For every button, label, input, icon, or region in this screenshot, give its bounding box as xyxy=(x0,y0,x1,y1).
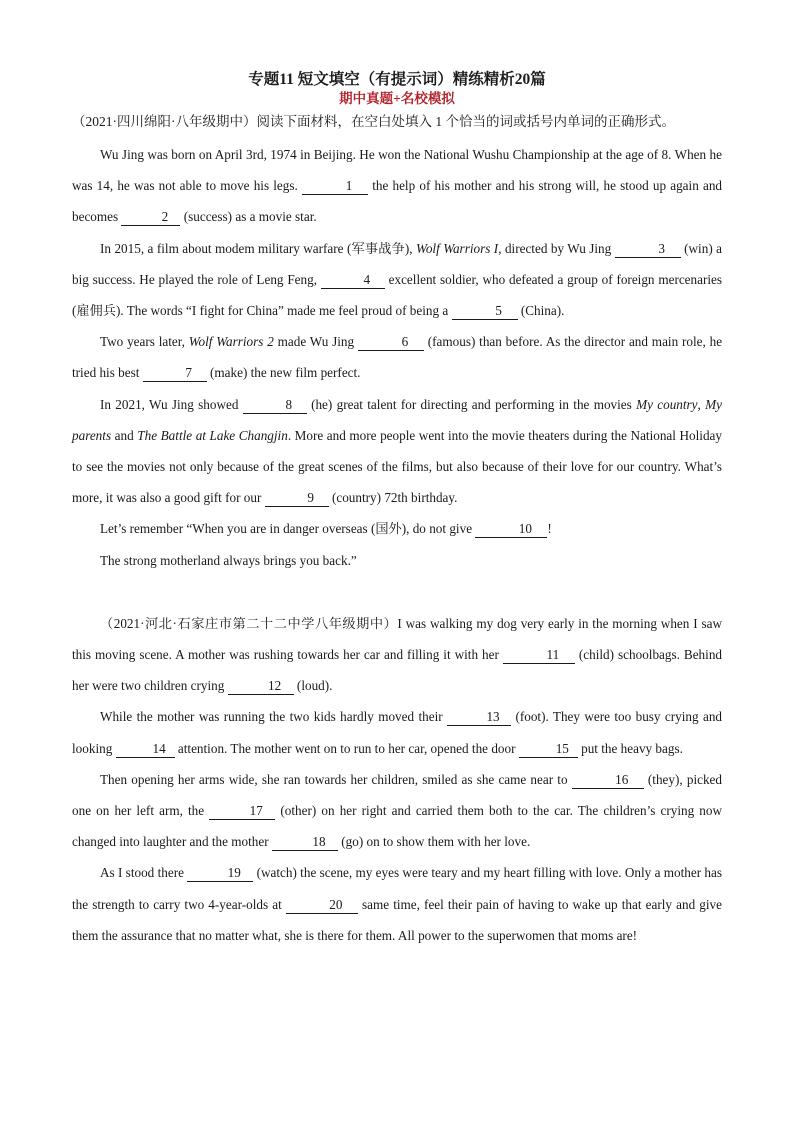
blank-9[interactable]: 9 xyxy=(265,490,329,507)
film-title: Wolf Warriors I xyxy=(416,240,499,256)
blank-11[interactable]: 11 xyxy=(503,647,575,664)
blank-16[interactable]: 16 xyxy=(572,772,644,789)
passage1-paragraph-6: The strong motherland always brings you back.” xyxy=(100,552,357,568)
blank-18[interactable]: 18 xyxy=(272,834,338,851)
blank-1[interactable]: 1 xyxy=(302,178,368,195)
blank-13[interactable]: 13 xyxy=(447,709,511,726)
blank-20[interactable]: 20 xyxy=(286,897,358,914)
blank-12[interactable]: 12 xyxy=(228,678,294,695)
blank-15[interactable]: 15 xyxy=(519,741,578,758)
passage2-paragraph-1: （2021·河北·石家庄市第二十二中学八年级期中）I was walking my dog very early in the morning when I saw this moving scene. A mother was rushing towards her car and filling it with her 11 (child) schoolbags. Behind her were two children crying 12 (loud). xyxy=(72,615,723,694)
blank-2[interactable]: 2 xyxy=(121,209,180,226)
blank-5[interactable]: 5 xyxy=(452,303,518,320)
film-title: My country xyxy=(636,396,698,412)
blank-7[interactable]: 7 xyxy=(143,365,207,382)
passage1-paragraph-1: Wu Jing was born on April 3rd, 1974 in Beijing. He won the National Wushu Championship at the age of 8. When he was 14, he was not able to move his legs. 1 the help of his mother and his strong will, he stood up again and becomes 2 (success) as a movie star. xyxy=(72,147,723,225)
film-title: Wolf Warriors 2 xyxy=(188,334,274,350)
blank-10[interactable]: 10 xyxy=(475,521,547,538)
passage1-paragraph-5: Let’s remember “When you are in danger overseas (国外), do not give 10 ! xyxy=(100,521,552,537)
section-spacer xyxy=(72,576,722,608)
passage1-instruction: （2021·四川绵阳·八年级期中）阅读下面材料，在空白处填入 1 个恰当的词或括号内单词的正确形式。 xyxy=(72,114,675,129)
page-subtitle: 期中真题+名校模拟 xyxy=(339,91,455,106)
blank-4[interactable]: 4 xyxy=(321,272,385,289)
blank-17[interactable]: 17 xyxy=(209,803,275,820)
passage1-paragraph-2: In 2015, a film about modem military warfare (军事战争), Wolf Warriors I, directed by Wu Jing 3 (win) a big success. He played the role of Leng Feng, 4 excellent soldier, who defeated a group of foreign mercenaries (雇佣兵). The words “I fight for China” made me feel proud of being a 5 (China). xyxy=(72,240,723,319)
passage1-paragraph-3: Two years later, Wolf Warriors 2 made Wu Jing 6 (famous) than before. As the director and main role, he tried his best 7 (make) the new film perfect. xyxy=(72,334,723,381)
passage2-paragraph-4: As I stood there 19 (watch) the scene, my eyes were teary and my heart filling with love. Only a mother has the strength to carry two 4-year-olds at 20 same time, feel their pain of having to wake up that early and give them the assurance that no matter what, she is there for them. All power to the superwomen that moms are! xyxy=(72,865,723,943)
blank-19[interactable]: 19 xyxy=(187,865,253,882)
passage1-paragraph-4: In 2021, Wu Jing showed 8 (he) great talent for directing and performing in the movies My country, My parents and The Battle at Lake Changjin. More and more people went into the movie theaters during the National Holiday to see the movies not only because of the great scenes of the films, but also because of their love for our country. What’s more, it was also a good gift for our 9 (country) 72th birthday. xyxy=(72,396,723,506)
blank-14[interactable]: 14 xyxy=(116,741,175,758)
film-title: The Battle at Lake Changjin xyxy=(137,427,288,443)
blank-6[interactable]: 6 xyxy=(358,334,424,351)
passage2-paragraph-2: While the mother was running the two kids hardly moved their 13 (foot). They were too busy crying and looking 14 attention. The mother went on to run to her car, opened the door 15 put the heavy bags. xyxy=(72,709,723,756)
page-title: 专题11 短文填空（有提示词）精练精析20篇 xyxy=(248,71,546,88)
blank-3[interactable]: 3 xyxy=(615,241,681,258)
blank-8[interactable]: 8 xyxy=(243,397,307,414)
film-title: My parents xyxy=(72,396,722,443)
worksheet-page xyxy=(72,70,722,951)
passage2-paragraph-3: Then opening her arms wide, she ran towards her children, smiled as she came near to 16 (they), picked one on her left arm, the 17 (other) on her right and carried them both to the car. The children’s crying now changed into laughter and the mother 18 (go) on to show them with her love. xyxy=(72,771,722,850)
